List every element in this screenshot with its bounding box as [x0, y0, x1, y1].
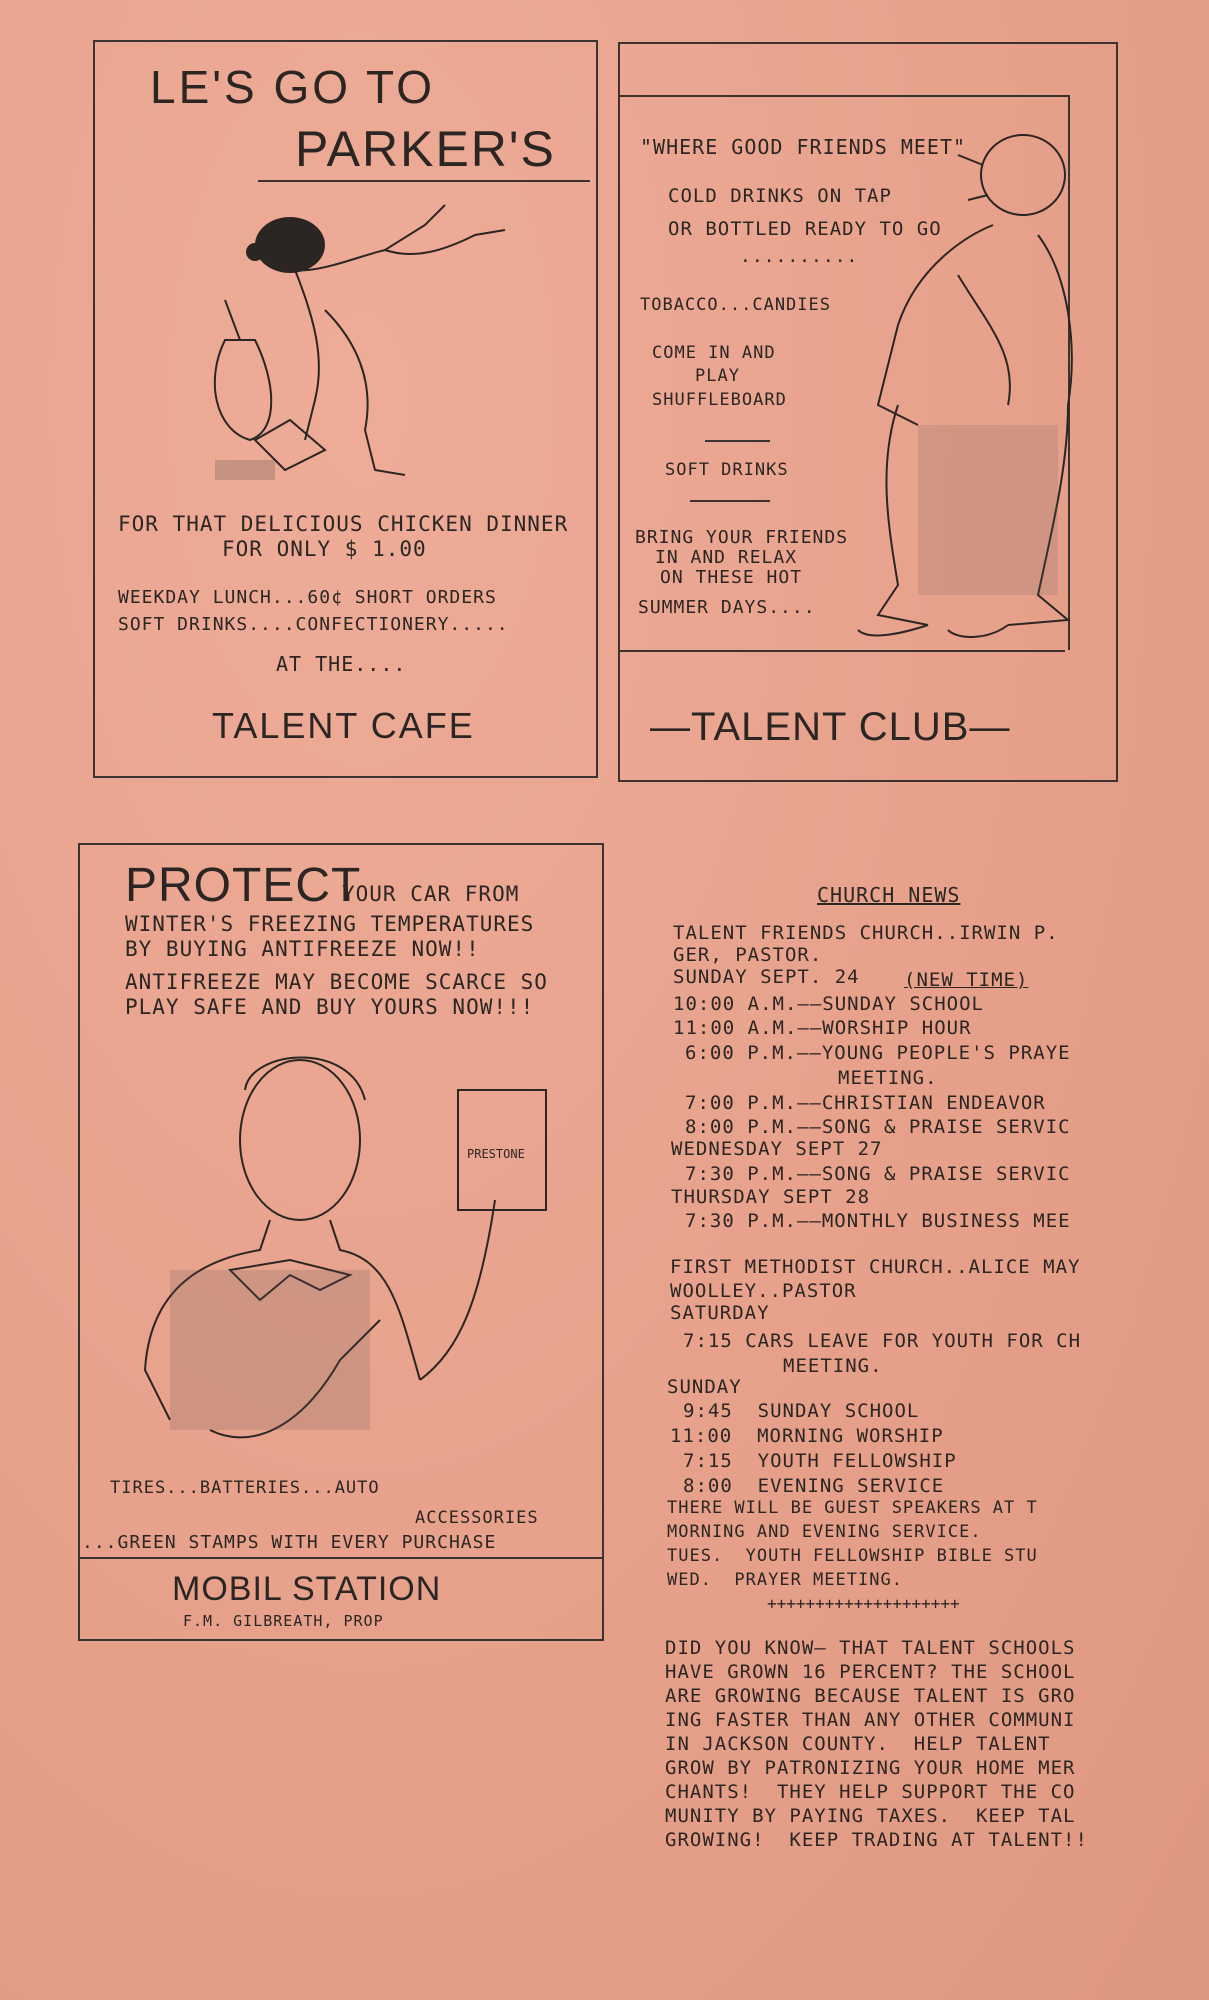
club-bottom-rule: [620, 780, 1010, 782]
station-can-label: PRESTONE: [467, 1147, 525, 1161]
did-you-know-2: HAVE GROWN 16 PERCENT? THE SCHOOL: [665, 1661, 1076, 1683]
methodist-youth-fellowship: 7:15 YOUTH FELLOWSHIP: [683, 1450, 957, 1472]
cafe-lunch-line: WEEKDAY LUNCH...60¢ SHORT ORDERS: [118, 587, 497, 608]
station-line-4: ANTIFREEZE MAY BECOME SCARCE SO: [125, 970, 548, 994]
friends-business-meeting: 7:30 P.M.——MONTHLY BUSINESS MEE: [685, 1210, 1071, 1232]
station-tires: TIRES...BATTERIES...AUTO: [110, 1478, 380, 1498]
friends-church-1: TALENT FRIENDS CHURCH..IRWIN P.: [673, 922, 1059, 944]
methodist-cars-meeting: MEETING.: [783, 1355, 883, 1377]
cafe-name: TALENT CAFE: [212, 705, 475, 746]
woman-holding-can-icon: [140, 1030, 570, 1460]
methodist-church-2: WOOLLEY..PASTOR: [670, 1280, 857, 1302]
cafe-headline-1: LE'S GO TO: [150, 61, 436, 113]
methodist-cars-leave: 7:15 CARS LEAVE FOR YOUTH FOR CH: [683, 1330, 1082, 1352]
man-in-vest-icon: [838, 125, 1088, 655]
friends-worship-hour: 11:00 A.M.——WORSHIP HOUR: [673, 1017, 972, 1039]
club-bring-1: BRING YOUR FRIENDS: [635, 527, 849, 548]
station-line-3: BY BUYING ANTIFREEZE NOW!!: [125, 937, 480, 961]
church-news-heading: CHURCH NEWS: [817, 883, 961, 907]
station-name: MOBIL STATION: [172, 1570, 442, 1608]
did-you-know-9: GROWING! KEEP TRADING AT TALENT!!: [665, 1829, 1088, 1851]
methodist-church-1: FIRST METHODIST CHURCH..ALICE MAY: [670, 1256, 1081, 1278]
club-rule-2: [690, 500, 770, 502]
friends-sunday-date: SUNDAY SEPT. 24: [673, 966, 860, 988]
methodist-morning-worship: 11:00 MORNING WORSHIP: [670, 1425, 944, 1447]
station-line-5: PLAY SAFE AND BUY YOURS NOW!!!: [125, 995, 535, 1019]
friends-new-time: (NEW TIME): [904, 969, 1029, 991]
cafe-headline-rule: [258, 180, 590, 182]
friends-young-people-meeting: MEETING.: [838, 1067, 938, 1089]
station-protect: PROTECT: [125, 859, 362, 912]
club-come-in-1: COME IN AND: [652, 343, 776, 363]
cafe-drinks-line: SOFT DRINKS....CONFECTIONERY.....: [118, 614, 509, 635]
methodist-sunday-school: 9:45 SUNDAY SCHOOL: [683, 1400, 920, 1422]
methodist-saturday: SATURDAY: [670, 1302, 770, 1324]
station-proprietor: F.M. GILBREATH, PROP: [183, 1612, 384, 1630]
friends-young-people-prayer: 6:00 P.M.——YOUNG PEOPLE'S PRAYE: [685, 1042, 1071, 1064]
cafe-price-line: FOR ONLY $ 1.00: [222, 537, 427, 561]
friends-thursday-date: THURSDAY SEPT 28: [671, 1186, 871, 1208]
did-you-know-3: ARE GROWING BECAUSE TALENT IS GRO: [665, 1685, 1076, 1707]
station-accessories: ACCESSORIES: [415, 1508, 539, 1528]
club-bring-2: IN AND RELAX: [655, 547, 798, 568]
methodist-guest-2: MORNING AND EVENING SERVICE.: [667, 1522, 982, 1542]
friends-christian-endeavor: 7:00 P.M.——CHRISTIAN ENDEAVOR: [685, 1092, 1046, 1114]
club-tobacco: TOBACCO...CANDIES: [640, 295, 831, 315]
methodist-sunday: SUNDAY: [667, 1376, 742, 1398]
cafe-headline-2: PARKER'S: [295, 121, 556, 177]
methodist-tuesday: TUES. YOUTH FELLOWSHIP BIBLE STU: [667, 1546, 1038, 1566]
club-come-in-2: PLAY: [695, 366, 740, 386]
station-line-1: YOUR CAR FROM: [342, 882, 520, 906]
club-soft-drinks: SOFT DRINKS: [665, 460, 789, 480]
club-slogan: "WHERE GOOD FRIENDS MEET": [640, 135, 967, 159]
club-come-in-3: SHUFFLEBOARD: [652, 390, 787, 410]
friends-wednesday-date: WEDNESDAY SEPT 27: [671, 1138, 883, 1160]
church-divider: ++++++++++++++++++++: [767, 1594, 960, 1613]
friends-song-praise-sunday: 8:00 P.M.——SONG & PRAISE SERVIC: [685, 1116, 1071, 1138]
friends-song-praise-wednesday: 7:30 P.M.——SONG & PRAISE SERVIC: [685, 1163, 1071, 1185]
club-cold-drinks-1: COLD DRINKS ON TAP: [668, 185, 892, 207]
methodist-wednesday: WED. PRAYER MEETING.: [667, 1570, 903, 1590]
club-dots: ..........: [740, 246, 859, 267]
did-you-know-8: MUNITY BY PAYING TAXES. KEEP TAL: [665, 1805, 1076, 1827]
did-you-know-5: IN JACKSON COUNTY. HELP TALENT: [665, 1733, 1051, 1755]
friends-sunday-school: 10:00 A.M.——SUNDAY SCHOOL: [673, 993, 984, 1015]
friends-church-2: GER, PASTOR.: [673, 944, 823, 966]
cafe-dinner-line: FOR THAT DELICIOUS CHICKEN DINNER: [118, 512, 569, 536]
club-bring-3: ON THESE HOT: [660, 567, 803, 588]
running-man-with-chicken-icon: [195, 190, 525, 500]
methodist-guest-1: THERE WILL BE GUEST SPEAKERS AT T: [667, 1498, 1038, 1518]
station-line-2: WINTER'S FREEZING TEMPERATURES: [125, 912, 535, 936]
station-stamps: ...GREEN STAMPS WITH EVERY PURCHASE: [82, 1532, 497, 1553]
station-rule: [78, 1557, 604, 1559]
club-cold-drinks-2: OR BOTTLED READY TO GO: [668, 218, 942, 240]
methodist-evening-service: 8:00 EVENING SERVICE: [683, 1475, 945, 1497]
did-you-know-7: CHANTS! THEY HELP SUPPORT THE CO: [665, 1781, 1076, 1803]
did-you-know-1: DID YOU KNOW— THAT TALENT SCHOOLS: [665, 1637, 1076, 1659]
did-you-know-4: ING FASTER THAN ANY OTHER COMMUNI: [665, 1709, 1076, 1731]
club-name: —TALENT CLUB—: [650, 705, 1011, 749]
cafe-at-the: AT THE....: [276, 652, 407, 676]
club-bring-4: SUMMER DAYS....: [638, 597, 816, 618]
did-you-know-6: GROW BY PATRONIZING YOUR HOME MER: [665, 1757, 1076, 1779]
club-rule-1: [705, 440, 770, 442]
